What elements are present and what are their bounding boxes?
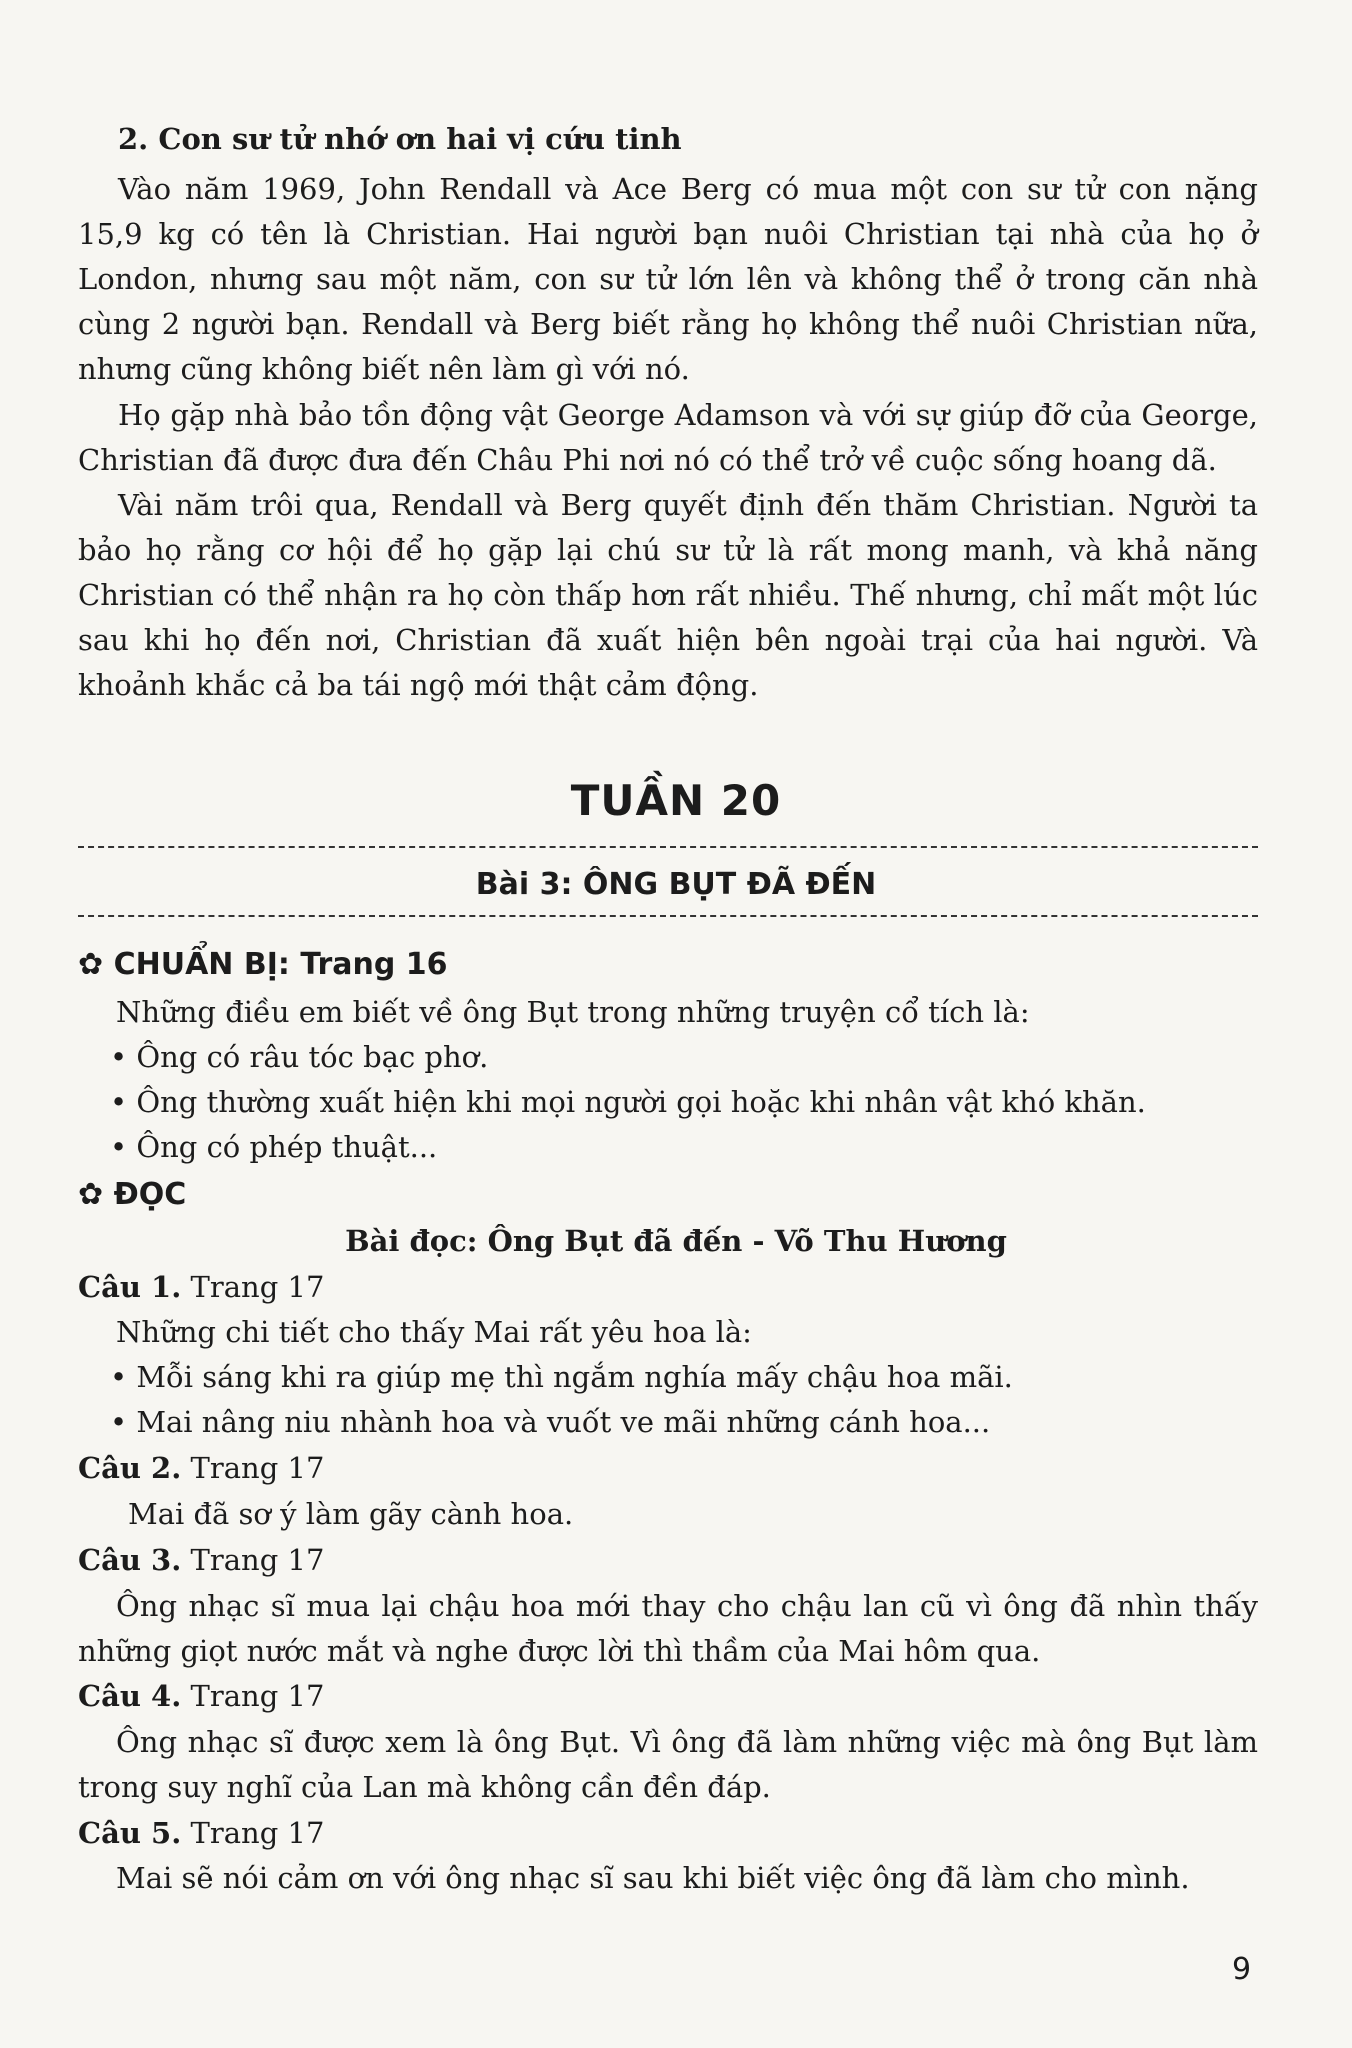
question-page: Trang 17 [190, 1543, 325, 1577]
prepare-heading-text: CHUẨN BỊ: Trang 16 [113, 947, 448, 982]
question-1-intro: Những chi tiết cho thấy Mai rất yêu hoa là: [116, 1315, 752, 1349]
question-2-answer: Mai đã sơ ý làm gãy cành hoa. [128, 1497, 574, 1531]
question-page: Trang 17 [190, 1816, 325, 1850]
question-number: Câu 1. [78, 1270, 182, 1304]
flower-icon: ✿ [78, 947, 114, 982]
divider-top [78, 846, 1258, 848]
reading-heading [78, 1176, 186, 1214]
reading-title: Bài đọc: Ông Bụt đã đến - Võ Thu Hương [345, 1224, 1007, 1258]
flower-icon: ✿ [78, 1177, 114, 1212]
story-paragraph-1: Vào năm 1969, John Rendall và Ace Berg có mua một con sư tử con nặng 15,9 kg có tên là Christian. Hai người bạn nuôi Christian tại nhà của họ ở London, nhưng sau một năm, con sư tử lớn lên và không thể ở trong căn nhà cùng 2 người bạn. Rendall và Berg biết rằng họ không thể nuôi Christian nữa, nhưng cũng không biết nên làm gì với nó. [78, 172, 1258, 386]
lesson-title: Bài 3: ÔNG BỤT ĐÃ ĐẾN [475, 867, 877, 902]
story-heading: 2. Con sư tử nhớ ơn hai vị cứu tinh [118, 122, 682, 156]
question-1-bullet: • Mai nâng niu nhành hoa và vuốt ve mãi những cánh hoa... [110, 1403, 990, 1441]
prepare-bullet: • Ông có phép thuật... [110, 1128, 437, 1166]
question-page: Trang 17 [190, 1679, 325, 1713]
question-page: Trang 17 [190, 1270, 325, 1304]
question-5-label [78, 1814, 324, 1852]
question-number: Câu 4. [78, 1679, 182, 1713]
question-number: Câu 5. [78, 1816, 182, 1850]
page-number: 9 [1232, 1952, 1252, 1987]
question-1-bullet: • Mỗi sáng khi ra giúp mẹ thì ngắm nghía mấy chậu hoa mãi. [110, 1358, 1013, 1396]
question-page: Trang 17 [190, 1451, 325, 1485]
question-4-label [78, 1677, 324, 1715]
prepare-bullet: • Ông có râu tóc bạc phơ. [110, 1038, 488, 1076]
question-number: Câu 3. [78, 1543, 182, 1577]
story-paragraph-3: Vài năm trôi qua, Rendall và Berg quyết định đến thăm Christian. Người ta bảo họ rằng cơ hội để họ gặp lại chú sư tử là rất mong manh, và khả năng Christian có thể nhận ra họ còn thấp hơn rất nhiều. Thế nhưng, chỉ mất một lúc sau khi họ đến nơi, Christian đã xuất hiện bên ngoài trại của hai người. Và khoảnh khắc cả ba tái ngộ mới thật cảm động. [78, 488, 1258, 702]
story-paragraph-2: Họ gặp nhà bảo tồn động vật George Adamson và với sự giúp đỡ của George, Christian đã được đưa đến Châu Phi nơi nó có thể trở về cuộc sống hoang dã. [78, 398, 1258, 477]
week-title: TUẦN 20 [570, 776, 782, 825]
question-1-label [78, 1268, 324, 1306]
question-3-answer: Ông nhạc sĩ mua lại chậu hoa mới thay cho chậu lan cũ vì ông đã nhìn thấy những giọt nước mắt và nghe được lời thì thầm của Mai hôm qua. [78, 1589, 1258, 1668]
question-2-label [78, 1449, 324, 1487]
question-3-label [78, 1541, 324, 1579]
question-4-answer: Ông nhạc sĩ được xem là ông Bụt. Vì ông đã làm những việc mà ông Bụt làm trong suy nghĩ của Lan mà không cần đền đáp. [78, 1725, 1258, 1804]
question-number: Câu 2. [78, 1451, 182, 1485]
prepare-bullet: • Ông thường xuất hiện khi mọi người gọi hoặc khi nhân vật khó khăn. [110, 1083, 1146, 1121]
question-5-answer: Mai sẽ nói cảm ơn với ông nhạc sĩ sau khi biết việc ông đã làm cho mình. [116, 1861, 1190, 1895]
divider-bottom [78, 915, 1258, 917]
prepare-heading [78, 946, 448, 984]
reading-heading-text: ĐỌC [113, 1177, 187, 1212]
prepare-intro: Những điều em biết về ông Bụt trong những truyện cổ tích là: [116, 995, 1030, 1029]
